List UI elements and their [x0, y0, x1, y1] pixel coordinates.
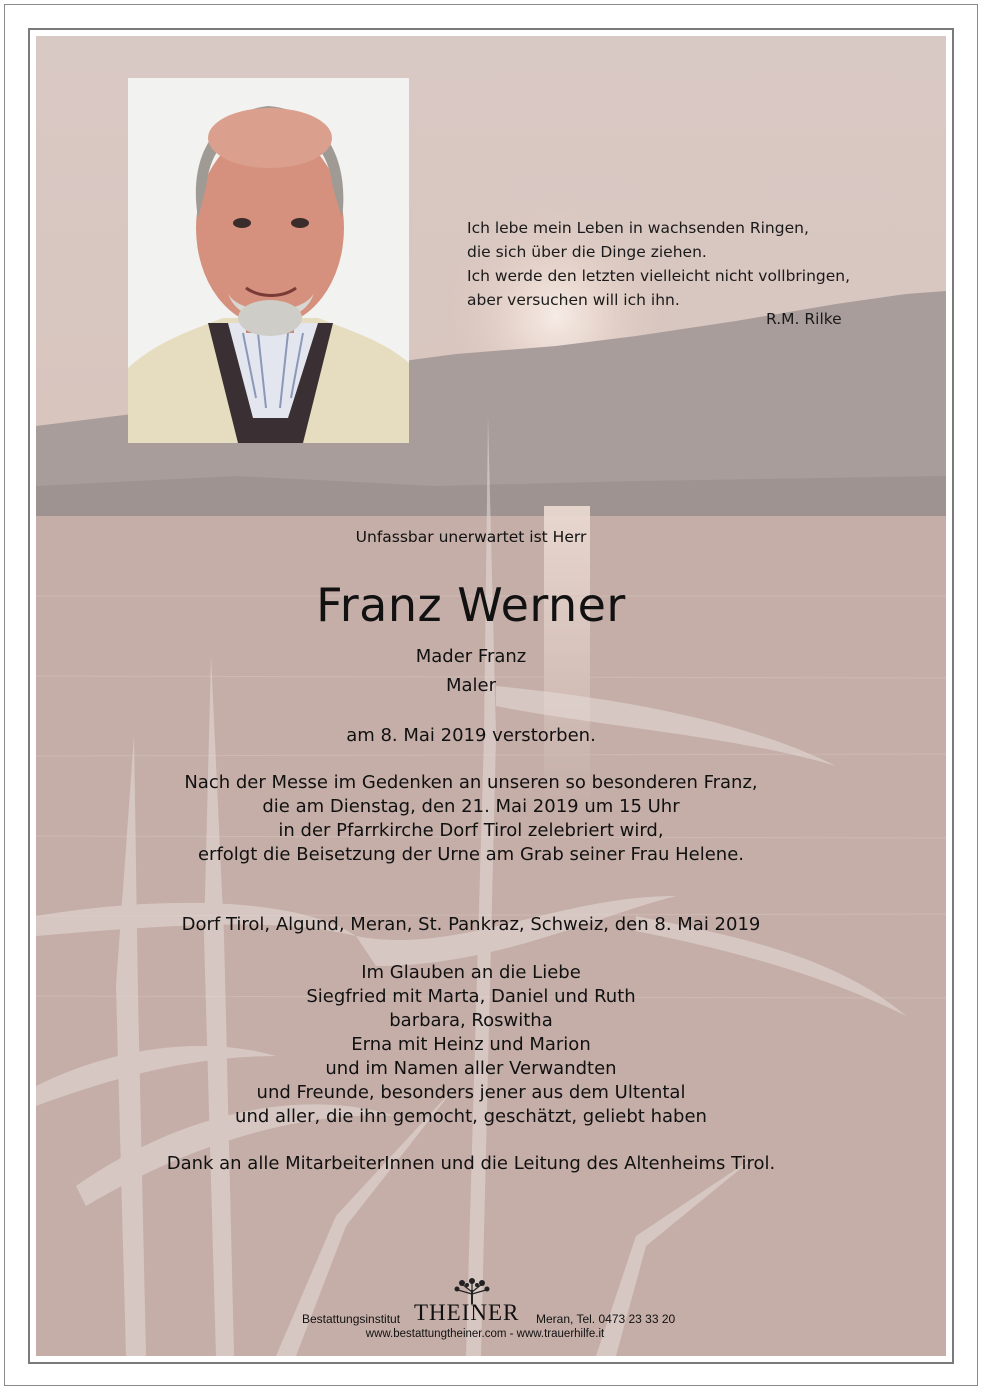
deceased-name: Franz Werner: [316, 578, 626, 632]
announcement-line: in der Pfarrkirche Dorf Tirol zelebriert wird,: [278, 820, 664, 841]
quote-line: die sich über die Dinge ziehen.: [467, 243, 707, 261]
announcement-line: erfolgt die Beisetzung der Urne am Grab seiner Frau Helene.: [197, 844, 745, 865]
footer-websites[interactable]: www.bestattungtheiner.com - www.trauerhilfe.it: [365, 1328, 605, 1340]
rilke-quote: [467, 216, 867, 312]
mourner-line: und im Namen aller Verwandten: [325, 1058, 617, 1079]
deceased-profession: Maler: [445, 675, 497, 696]
mourner-line: Siegfried mit Marta, Daniel und Ruth: [306, 986, 636, 1007]
footer-prefix: Bestattungsinstitut: [302, 1312, 401, 1326]
footer-brand: THEINER: [414, 1300, 520, 1325]
quote-line: Ich lebe mein Leben in wachsenden Ringen,: [467, 219, 809, 237]
quote-line: Ich werde den letzten vielleicht nicht vollbringen,: [467, 267, 851, 285]
deceased-alias: Mader Franz: [415, 646, 527, 667]
intro-text: Unfassbar unerwartet ist Herr: [355, 528, 587, 546]
death-date: am 8. Mai 2019 verstorben.: [346, 725, 596, 746]
mourner-line: und Freunde, besonders jener aus dem Ultental: [256, 1082, 686, 1103]
mourner-line: barbara, Roswitha: [389, 1010, 553, 1031]
thanks-line: Dank an alle MitarbeiterInnen und die Leitung des Altenheims Tirol.: [166, 1153, 776, 1174]
footer-contact: Meran, Tel. 0473 23 33 20: [536, 1312, 676, 1326]
announcement-line: die am Dienstag, den 21. Mai 2019 um 15 Uhr: [262, 796, 680, 817]
portrait-photo: [128, 78, 409, 443]
quote-line: aber versuchen will ich ihn.: [467, 291, 680, 309]
quote-author: R.M. Rilke: [766, 310, 842, 328]
mourner-line: Erna mit Heinz und Marion: [351, 1034, 591, 1055]
funeral-announcement: [120, 771, 822, 867]
mourner-line: und aller, die ihn gemocht, geschätzt, geliebt haben: [235, 1106, 707, 1127]
mourners-list: [120, 961, 822, 1129]
mourner-line: Im Glauben an die Liebe: [361, 962, 581, 983]
announcement-line: Nach der Messe im Gedenken an unseren so besonderen Franz,: [184, 772, 758, 793]
place-and-date: Dorf Tirol, Algund, Meran, St. Pankraz, Schweiz, den 8. Mai 2019: [181, 914, 761, 935]
